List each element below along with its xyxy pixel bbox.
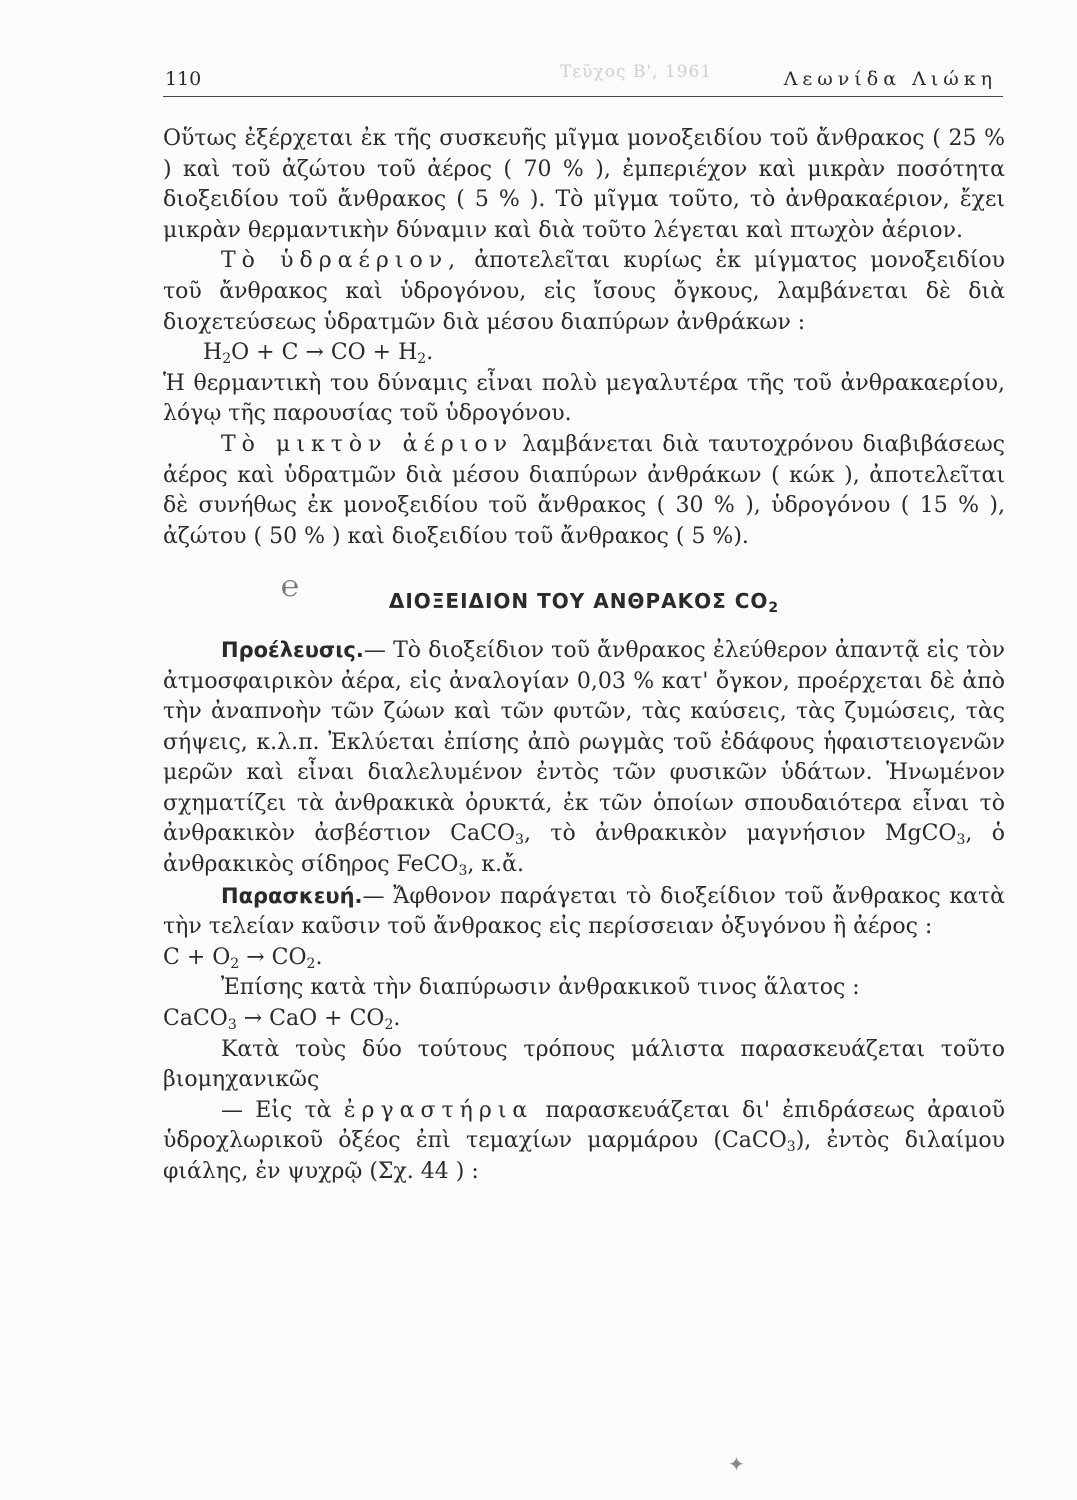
paragraph-mixed-gas: Τὸ μικτὸν ἀέριον λαμβάνεται διὰ ταυτοχρόνου διαβιβάσεως ἀέρος καὶ ὑδρατμῶν διὰ μέσου διαπύρων ἀνθράκων ( κώκ ), ἀποτελεῖται δὲ συνήθως ἐκ μονοξειδίου τοῦ ἄνθρακος ( 30 % ), ὑδρογόνου ( 15 % ), ἀζώτου ( 50 % ) καὶ διοξειδίου τοῦ ἄνθρακος ( 5 %). [163, 431, 1005, 549]
paragraph-calcination: Ἐπίσης κατὰ τὴν διαπύρωσιν ἀνθρακικοῦ τινος ἅλατος : [221, 975, 860, 1001]
paragraph-industrial: Κατὰ τοὺς δύο τούτους τρόπους μάλιστα παρασκευάζεται τοῦτο βιομηχανικῶς [163, 1036, 1005, 1093]
paragraph-laboratory: — Εἰς τὰ ἐργαστήρια παρασκευάζεται δι' ἐπιδράσεως ἀραιοῦ ὑδροχλωρικοῦ ὀξέος ἐπὶ τεμαχίων μαρμάρου (CaCO$_3$), ἐντὸς διλαίμου φιάλης, ἐν ψυχρῷ (Σχ. 44 ) : [163, 1097, 1006, 1184]
term-hydraerion: Τὸ ὑδραέριον, [221, 248, 462, 274]
page-body [163, 124, 1005, 1188]
paragraph-anthrakaerion: Οὕτως ἐξέρχεται ἐκ τῆς συσκευῆς μῖγμα μονοξειδίου τοῦ ἄνθρακος ( 25 % ) καὶ τοῦ ἀζώτου τοῦ ἀέρος ( 70 % ), ἐμπεριέχον καὶ μικρὰν ποσότητα διοξειδίου τοῦ ἄνθρακος ( 5 % ). Τὸ μῖγμα τοῦτο, τὸ ἀνθρακαέριον, ἔχει μικρὰν θερμαντικὴν δύναμιν καὶ διὰ τοῦτο λέγεται καὶ πτωχὸν ἀέριον. [163, 126, 1005, 243]
paragraph-origin: Προέλευσις.— Τὸ διοξείδιον τοῦ ἄνθρακος ἐλεύθερον ἀπαντᾷ εἰς τὸν ἀτμοσφαιρικὸν ἀέρα, εἰς ἀναλογίαν 0,03 % κατ' ὄγκον, προέρχεται δὲ ἀπὸ τὴν ἀναπνοὴν τῶν ζώων καὶ τῶν φυτῶν, τὰς καύσεις, τὰς ζυμώσεις, τὰς σήψεις, κ.λ.π. Ἐκλύεται ἐπίσης ἀπὸ ρωγμὰς τοῦ ἐδάφους ἡφαιστειογενῶν μερῶν καὶ εἶναι διαλελυμένον ἐντὸς τῶν φυσικῶν ὑδάτων. Ἡνωμένον σχηματίζει τὰ ἀνθρακικὰ ὀρυκτά, ἐκ τῶν ὁποίων σπουδαιότερα εἶναι τὸ ἀνθρακικὸν ἀσβέστιον CaCO$_3$, τὸ ἀνθρακικὸν μαγνήσιον MgCO$_3$, ὁ ἀνθρακικὸς σίδηρος FeCO$_3$, κ.ἄ. [163, 637, 1006, 880]
runin-preparation: Παρασκευή. [221, 883, 363, 908]
formula-calcination: CaCO$_3$ → CaO + $CO_2$. [163, 1006, 401, 1034]
paragraph-hydraerion: Τὸ ὑδραέριον, ἀποτελεῖται κυρίως ἐκ μίγματος μονοξειδίου τοῦ ἄνθρακος καὶ ὑδρογόνου, εἰς ἴσους ὄγκους, λαμβάνεται δὲ διὰ διοχετεύσεως ὑδρατμῶν διὰ μέσου διαπύρων ἀνθράκων : [163, 248, 1005, 335]
paragraph-preparation: Παρασκευή.— Ἄφθονον παράγεται τὸ διοξείδιον τοῦ ἄνθρακος κατὰ τὴν τελείαν καῦσιν τοῦ ἄνθρακος εἰς περίσσειαν ὀξυγόνου ἢ ἀέρος : [163, 883, 1005, 940]
page-number: 110 [165, 68, 202, 90]
formula-combustion: $C + O_2 \to CO_2$. [163, 944, 323, 972]
term-laboratories: ἐργαστήρια [343, 1097, 534, 1123]
ink-speck: ✦ [728, 1452, 745, 1476]
section-heading: ℮ ΔΙΟΞΕΙΔΙΟΝ ΤΟΥ ΑΝΘΡΑΚΟΣ $CO_2$ [281, 569, 780, 617]
running-head: Λεωνίδα Λιώκη [783, 68, 997, 90]
runin-origin: Προέλευσις. [221, 637, 364, 662]
bleed-through-text: Τεῦχος Β', 1961 [560, 62, 713, 82]
term-mixed-gas: Τὸ μικτὸν ἀέριον [221, 431, 514, 457]
margin-pen-mark: ℮ [281, 569, 301, 605]
paragraph-heating-power: Ἡ θερμαντικὴ του δύναμις εἶναι πολὺ μεγαλυτέρα τῆς τοῦ ἀνθρακαερίου, λόγῳ τῆς παρουσίας τοῦ ὑδρογόνου. [163, 370, 1005, 427]
formula-water-gas: $H_2O + C$ → CO + $H_2$. [203, 340, 434, 368]
